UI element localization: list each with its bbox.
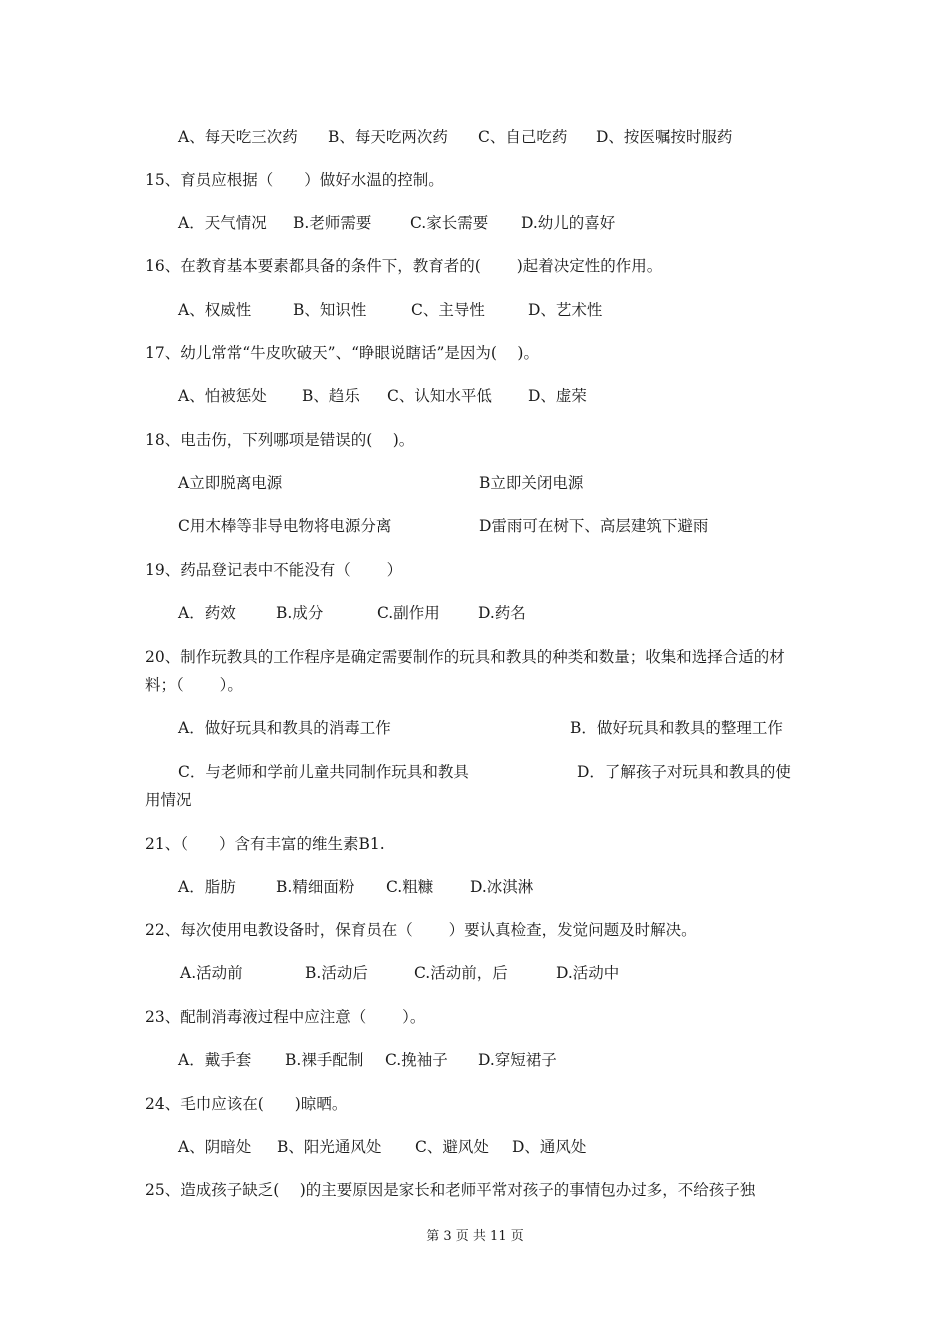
q18-option-c: C用木棒等非导电物将电源分离 bbox=[178, 517, 392, 535]
q18-option-b: B立即关闭电源 bbox=[479, 474, 584, 492]
q18-option-d: D雷雨可在树下、高层建筑下避雨 bbox=[479, 517, 709, 535]
q23-option-b: B.裸手配制 bbox=[285, 1051, 364, 1069]
q15-option-d: D.幼儿的喜好 bbox=[521, 214, 616, 232]
q16-option-a: A、权威性 bbox=[178, 301, 252, 319]
q25-question: 25、造成孩子缺乏( )的主要原因是家长和老师平常对孩子的事情包办过多，不给孩子独 bbox=[145, 1181, 756, 1199]
q14-option-c: C、自己吃药 bbox=[478, 128, 568, 146]
q22-option-b: B.活动后 bbox=[305, 964, 368, 982]
q19-option-d: D.药名 bbox=[478, 604, 526, 622]
q20-option-d: D．了解孩子对玩具和教具的使 bbox=[577, 763, 791, 781]
q19-option-c: C.副作用 bbox=[377, 604, 440, 622]
q23-option-c: C.挽袖子 bbox=[385, 1051, 448, 1069]
q15-option-b: B.老师需要 bbox=[293, 214, 372, 232]
q16-option-c: C、主导性 bbox=[411, 301, 485, 319]
q20-option-d-continuation: 用情况 bbox=[145, 791, 192, 809]
q21-option-c: C.粗糠 bbox=[386, 878, 434, 896]
q15-question: 15、育员应根据（ ）做好水温的控制。 bbox=[145, 171, 444, 189]
q20-option-a: A．做好玩具和教具的消毒工作 bbox=[178, 719, 391, 737]
q16-option-d: D、艺术性 bbox=[528, 301, 603, 319]
q22-option-a: A.活动前 bbox=[180, 964, 243, 982]
q20-option-c: C．与老师和学前儿童共同制作玩具和教具 bbox=[178, 763, 469, 781]
q19-question: 19、药品登记表中不能没有（ ） bbox=[145, 561, 403, 579]
q24-option-d: D、通风处 bbox=[512, 1138, 587, 1156]
q19-option-a: A．药效 bbox=[178, 604, 236, 622]
q23-option-a: A．戴手套 bbox=[178, 1051, 252, 1069]
q24-option-c: C、避风处 bbox=[415, 1138, 489, 1156]
q20-option-b: B．做好玩具和教具的整理工作 bbox=[570, 719, 783, 737]
q23-option-d: D.穿短裙子 bbox=[478, 1051, 557, 1069]
q24-option-b: B、阳光通风处 bbox=[277, 1138, 382, 1156]
q18-option-a: A立即脱离电源 bbox=[178, 474, 283, 492]
q23-question: 23、配制消毒液过程中应注意（ ）。 bbox=[145, 1008, 426, 1026]
q15-option-a: A．天气情况 bbox=[178, 214, 267, 232]
q22-question: 22、每次使用电教设备时，保育员在（ ）要认真检查，发觉问题及时解决。 bbox=[145, 921, 697, 939]
q15-option-c: C.家长需要 bbox=[410, 214, 489, 232]
q20-question: 20、制作玩教具的工作程序是确定需要制作的玩具和教具的种类和数量；收集和选择合适的材料；（ ）。 bbox=[145, 648, 785, 694]
q18-question: 18、电击伤，下列哪项是错误的( )。 bbox=[145, 431, 415, 449]
q21-option-a: A．脂肪 bbox=[178, 878, 236, 896]
q14-option-d: D、按医嘱按时服药 bbox=[596, 128, 733, 146]
q24-question: 24、毛巾应该在( )晾晒。 bbox=[145, 1095, 348, 1113]
q21-question: 21、（ ）含有丰富的维生素B1. bbox=[145, 835, 385, 853]
q17-question: 17、幼儿常常“牛皮吹破天”、“睁眼说瞎话”是因为( )。 bbox=[145, 344, 539, 362]
q14-option-a: A、每天吃三次药 bbox=[178, 128, 298, 146]
q14-option-b: B、每天吃两次药 bbox=[328, 128, 448, 146]
q22-option-d: D.活动中 bbox=[556, 964, 620, 982]
q16-option-b: B、知识性 bbox=[293, 301, 367, 319]
q21-option-b: B.精细面粉 bbox=[276, 878, 355, 896]
q17-option-c: C、认知水平低 bbox=[387, 387, 492, 405]
q24-option-a: A、阴暗处 bbox=[178, 1138, 252, 1156]
q22-option-c: C.活动前，后 bbox=[414, 964, 508, 982]
q21-option-d: D.冰淇淋 bbox=[470, 878, 534, 896]
q17-option-d: D、虚荣 bbox=[528, 387, 587, 405]
q16-question: 16、在教育基本要素都具备的条件下，教育者的( )起着决定性的作用。 bbox=[145, 257, 663, 275]
q17-option-b: B、趋乐 bbox=[302, 387, 360, 405]
q17-option-a: A、怕被惩处 bbox=[178, 387, 267, 405]
page-footer: 第 3 页 共 11 页 bbox=[426, 1229, 524, 1244]
q19-option-b: B.成分 bbox=[276, 604, 324, 622]
